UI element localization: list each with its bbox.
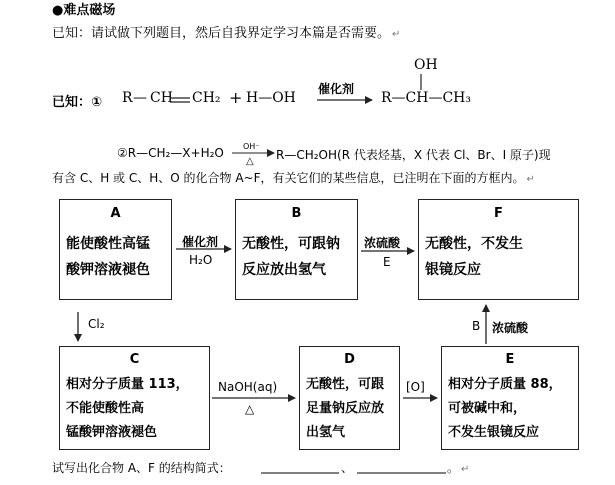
eq1-r: R bbox=[122, 90, 133, 106]
question-end: 。 ↵ bbox=[447, 461, 470, 475]
box-a-line-2: 酸钾溶液褪色 bbox=[66, 262, 150, 278]
eb-b-label: B bbox=[472, 319, 481, 333]
bf-e-label: E bbox=[383, 255, 391, 269]
box-f-line-2: 银镜反应 bbox=[425, 262, 481, 278]
box-e-line-2: 可被碱中和， bbox=[448, 401, 527, 416]
eq1-oh: OH bbox=[414, 57, 438, 73]
eq1-catalyst: 催化剂 bbox=[318, 82, 355, 96]
eq2-oh-minus: OH⁻ bbox=[243, 142, 260, 151]
eq1-product: R—CH—CH₃ bbox=[381, 90, 471, 106]
eq2-left: ②R—CH₂—X+H₂O bbox=[117, 146, 224, 160]
box-e-label: E bbox=[505, 352, 515, 367]
box-d-line-1: 无酸性，可跟 bbox=[306, 377, 385, 392]
eq1-ch2: CH₂ bbox=[192, 90, 221, 106]
eq1-h-oh: H—OH bbox=[246, 90, 296, 106]
section-title: ●难点磁场 bbox=[52, 3, 116, 18]
eq2-right: R—CH₂OH(R 代表烃基，X 代表 Cl、Br、I 原子)现 bbox=[276, 148, 551, 162]
eq2-line2: 有含 C、H 或 C、H、O 的化合物 A~F，有关它们的某些信息，已注明在下面的方框内。 ↵ bbox=[52, 171, 535, 185]
box-a-label: A bbox=[110, 206, 121, 221]
box-c-line-2: 不能使酸性高 bbox=[66, 401, 145, 416]
box-e-line-1: 相对分子质量 88， bbox=[448, 377, 562, 392]
question-sep: 、 bbox=[341, 461, 354, 475]
cd-heat-label: △ bbox=[245, 402, 255, 416]
eb-acid-label: 浓硫酸 bbox=[492, 321, 529, 335]
question-text: 试写出化合物 A、F 的结构简式： bbox=[52, 461, 231, 475]
box-f-label: F bbox=[494, 206, 503, 221]
box-f-line-1: 无酸性，不发生 bbox=[425, 236, 523, 252]
cd-naoh-label: NaOH(aq) bbox=[218, 380, 278, 394]
box-c-line-1: 相对分子质量 113， bbox=[66, 377, 189, 392]
box-a-line-1: 能使酸性高锰 bbox=[66, 236, 150, 252]
eq1-double-bond bbox=[170, 98, 190, 102]
box-e-line-3: 不发生银镜反应 bbox=[448, 425, 540, 440]
ab-water-label: H₂O bbox=[189, 253, 213, 267]
eq1-lead: 已知：① bbox=[52, 95, 103, 110]
box-b-line-1: 无酸性，可跟钠 bbox=[242, 236, 340, 252]
box-d-line-3: 出氢气 bbox=[306, 425, 346, 440]
box-d-label: D bbox=[344, 352, 355, 367]
ab-catalyst-label: 催化剂 bbox=[182, 235, 219, 249]
box-b-line-2: 反应放出氢气 bbox=[242, 262, 326, 278]
box-b-label: B bbox=[291, 206, 302, 221]
bf-acid-label: 浓硫酸 bbox=[364, 236, 401, 250]
box-c-label: C bbox=[129, 352, 140, 367]
eq2-heat: △ bbox=[246, 156, 254, 167]
box-c-line-3: 锰酸钾溶液褪色 bbox=[66, 425, 158, 440]
eq1-dash: — bbox=[133, 90, 147, 106]
box-d-line-2: 足量钠反应放 bbox=[306, 401, 385, 416]
eq1-ch: CH bbox=[150, 90, 173, 106]
intro-text: 已知：请试做下列题目，然后自我界定学习本篇是否需要。 ↵ bbox=[52, 26, 401, 41]
eq1-plus: + bbox=[229, 88, 243, 107]
de-oxidation-label: [O] bbox=[406, 380, 425, 394]
ac-cl2-label: Cl₂ bbox=[88, 317, 105, 331]
